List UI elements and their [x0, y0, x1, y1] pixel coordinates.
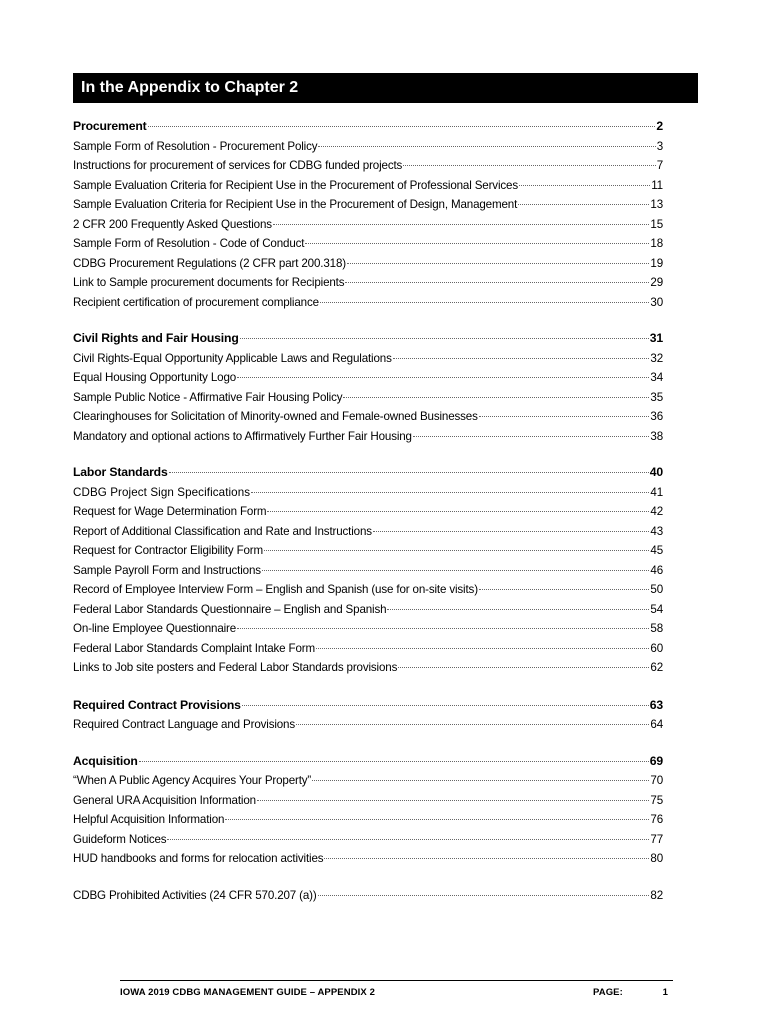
toc-heading[interactable]: Required Contract Provisions 63	[73, 697, 663, 712]
toc-entry[interactable]: Clearinghouses for Solicitation of Minority-owned and Female-owned Businesses 36	[73, 410, 663, 423]
toc-entry[interactable]: Request for Wage Determination Form 42	[73, 505, 663, 518]
toc-entry[interactable]: General URA Acquisition Information 75	[73, 793, 663, 807]
toc-entry[interactable]: Required Contract Language and Provisions 64	[73, 718, 663, 731]
toc-entry[interactable]: 2 CFR 200 Frequently Asked Questions 15	[73, 217, 663, 231]
appendix-title-banner	[73, 73, 698, 103]
toc-entry[interactable]: Instructions for procurement of services for CDBG funded projects 7	[73, 159, 663, 172]
toc-entry[interactable]: On-line Employee Questionnaire 58	[73, 622, 663, 635]
toc-section-contract-provisions	[73, 696, 663, 735]
toc-entry[interactable]: Request for Contractor Eligibility Form 45	[73, 544, 663, 557]
footer-title: IOWA 2019 CDBG MANAGEMENT GUIDE – APPENDIX 2	[120, 987, 375, 998]
toc-entry[interactable]: Mandatory and optional actions to Affirmatively Further Fair Housing 38	[73, 429, 663, 443]
toc-entry[interactable]: Recipient certification of procurement compliance 30	[73, 295, 663, 309]
toc-entry[interactable]: CDBG Project Sign Specifications 41	[73, 485, 663, 499]
toc-section-prohibited-activities	[73, 886, 663, 906]
toc-entry[interactable]: CDBG Prohibited Activities (24 CFR 570.207 (a)) 82	[73, 888, 663, 902]
toc-entry[interactable]: Record of Employee Interview Form – English and Spanish (use for on-site visits) 50	[73, 583, 663, 596]
toc-entry[interactable]: Report of Additional Classification and Rate and Instructions 43	[73, 524, 663, 538]
toc-entry[interactable]: HUD handbooks and forms for relocation activities 80	[73, 852, 663, 865]
footer-page-number: 1	[662, 987, 668, 998]
toc-entry[interactable]: Sample Payroll Form and Instructions 46	[73, 563, 663, 577]
toc-section-civil-rights	[73, 329, 663, 446]
toc-heading[interactable]: Labor Standards 40	[73, 465, 663, 479]
toc-entry[interactable]: Guideform Notices 77	[73, 832, 663, 846]
appendix-title: In the Appendix to Chapter 2	[81, 79, 299, 96]
toc-heading[interactable]: Procurement 2	[73, 119, 663, 133]
toc-entry[interactable]: Federal Labor Standards Questionnaire – English and Spanish 54	[73, 602, 663, 616]
toc-entry[interactable]: Equal Housing Opportunity Logo 34	[73, 371, 663, 384]
toc-entry[interactable]: CDBG Procurement Regulations (2 CFR part 200.318) 19	[73, 256, 663, 270]
toc-entry[interactable]: Sample Evaluation Criteria for Recipient Use in the Procurement of Professional Services 11	[73, 178, 663, 192]
footer-page-label: PAGE:	[593, 987, 623, 998]
toc-heading[interactable]: Civil Rights and Fair Housing 31	[73, 331, 663, 345]
table-of-contents	[73, 117, 663, 922]
toc-entry[interactable]: Sample Form of Resolution - Procurement Policy 3	[73, 139, 663, 153]
toc-entry[interactable]: Civil Rights-Equal Opportunity Applicable Laws and Regulations 32	[73, 351, 663, 365]
toc-entry[interactable]: Sample Public Notice - Affirmative Fair Housing Policy 35	[73, 390, 663, 404]
footer-divider	[120, 980, 673, 981]
toc-entry[interactable]: Helpful Acquisition Information 76	[73, 813, 663, 826]
toc-entry[interactable]: Sample Form of Resolution - Code of Conduct 18	[73, 237, 663, 250]
toc-entry[interactable]: “When A Public Agency Acquires Your Property” 70	[73, 774, 663, 787]
toc-entry[interactable]: Link to Sample procurement documents for Recipients 29	[73, 276, 663, 289]
toc-section-acquisition	[73, 752, 663, 869]
toc-entry[interactable]: Federal Labor Standards Complaint Intake Form 60	[73, 641, 663, 655]
toc-section-procurement	[73, 117, 663, 312]
page-footer	[120, 987, 668, 998]
toc-heading[interactable]: Acquisition 69	[73, 753, 663, 768]
toc-entry[interactable]: Sample Evaluation Criteria for Recipient Use in the Procurement of Design, Management 13	[73, 198, 663, 211]
toc-entry[interactable]: Links to Job site posters and Federal Labor Standards provisions 62	[73, 661, 663, 674]
toc-section-labor-standards	[73, 463, 663, 678]
